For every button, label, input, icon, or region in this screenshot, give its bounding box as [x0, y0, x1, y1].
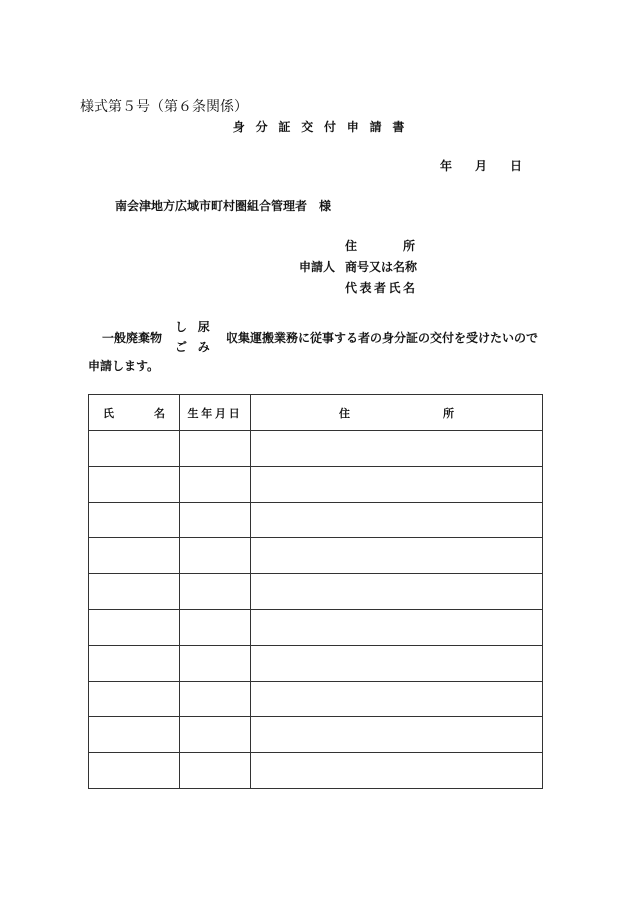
- table-row: [89, 502, 543, 538]
- address-cell[interactable]: [251, 574, 543, 610]
- column-header-address-char-1: 住: [339, 406, 350, 420]
- name-cell[interactable]: [89, 609, 180, 645]
- address-cell[interactable]: [251, 538, 543, 574]
- name-cell[interactable]: [89, 574, 180, 610]
- table-row: [89, 645, 543, 681]
- date-year-label: 年: [440, 159, 453, 173]
- applicant-representative-label: [345, 279, 415, 296]
- name-cell[interactable]: [89, 717, 180, 753]
- table-row: [89, 609, 543, 645]
- address-cell[interactable]: [251, 645, 543, 681]
- dob-cell[interactable]: [180, 609, 251, 645]
- table-row: [89, 717, 543, 753]
- request-statement: 収集運搬業務に従事する者の身分証の交付を受けたいので: [226, 331, 539, 345]
- table-row: [89, 466, 543, 502]
- table-row: [89, 753, 543, 789]
- address-cell[interactable]: [251, 717, 543, 753]
- rep-label-char-2: 表: [359, 281, 372, 295]
- name-cell[interactable]: [89, 753, 180, 789]
- dob-cell[interactable]: [180, 681, 251, 717]
- name-cell[interactable]: [89, 645, 180, 681]
- table-header-row: [89, 395, 543, 431]
- rep-label-char-4: 氏: [388, 281, 401, 295]
- dob-cell[interactable]: [180, 574, 251, 610]
- dob-cell[interactable]: [180, 753, 251, 789]
- dob-cell[interactable]: [180, 645, 251, 681]
- name-cell[interactable]: [89, 431, 180, 467]
- column-header-address-char-2: 所: [443, 406, 454, 420]
- name-cell[interactable]: [89, 538, 180, 574]
- address-cell[interactable]: [251, 753, 543, 789]
- date-line: [440, 157, 522, 174]
- applicant-address-label: [345, 237, 415, 254]
- table-row: [89, 538, 543, 574]
- address-cell[interactable]: [251, 681, 543, 717]
- waste-option-garbage: ごみ: [175, 340, 221, 354]
- date-day-label: 日: [510, 159, 523, 173]
- column-header-name-char-1: 氏: [103, 406, 114, 420]
- rep-label-char-5: 名: [402, 281, 415, 295]
- dob-cell[interactable]: [180, 502, 251, 538]
- document-title: 身分証交付申請書: [232, 120, 416, 134]
- table-row: [89, 431, 543, 467]
- rep-label-char-1: 代: [345, 281, 358, 295]
- applicant-label: 申請人: [299, 260, 336, 274]
- name-cell[interactable]: [89, 466, 180, 502]
- table-body: [89, 431, 543, 789]
- personnel-table: [88, 394, 543, 789]
- address-cell[interactable]: [251, 431, 543, 467]
- address-cell[interactable]: [251, 502, 543, 538]
- table-row: [89, 574, 543, 610]
- rep-label-char-3: 者: [373, 281, 386, 295]
- waste-option-night-soil: し尿: [175, 320, 221, 334]
- address-cell[interactable]: [251, 609, 543, 645]
- name-cell[interactable]: [89, 502, 180, 538]
- column-header-name: [89, 395, 180, 431]
- dob-cell[interactable]: [180, 538, 251, 574]
- name-cell[interactable]: [89, 681, 180, 717]
- column-header-dob-label: 生年月日: [187, 406, 243, 420]
- column-header-address: [251, 395, 543, 431]
- addressee: 南会津地方広域市町村圏組合管理者 様: [115, 199, 332, 213]
- column-header-name-char-2: 名: [154, 406, 165, 420]
- applicant-trade-name-label: 商号又は名称: [345, 260, 418, 274]
- address-label-char-2: 所: [402, 239, 415, 253]
- form-number: 様式第５号（第６条関係）: [80, 99, 248, 115]
- table-row: [89, 681, 543, 717]
- date-month-label: 月: [475, 159, 488, 173]
- waste-type-prefix: 一般廃棄物: [102, 331, 163, 345]
- request-statement-end: 申請します。: [88, 359, 160, 373]
- column-header-dob: [180, 395, 251, 431]
- address-label-char-1: 住: [345, 239, 358, 253]
- dob-cell[interactable]: [180, 717, 251, 753]
- dob-cell[interactable]: [180, 466, 251, 502]
- address-cell[interactable]: [251, 466, 543, 502]
- dob-cell[interactable]: [180, 431, 251, 467]
